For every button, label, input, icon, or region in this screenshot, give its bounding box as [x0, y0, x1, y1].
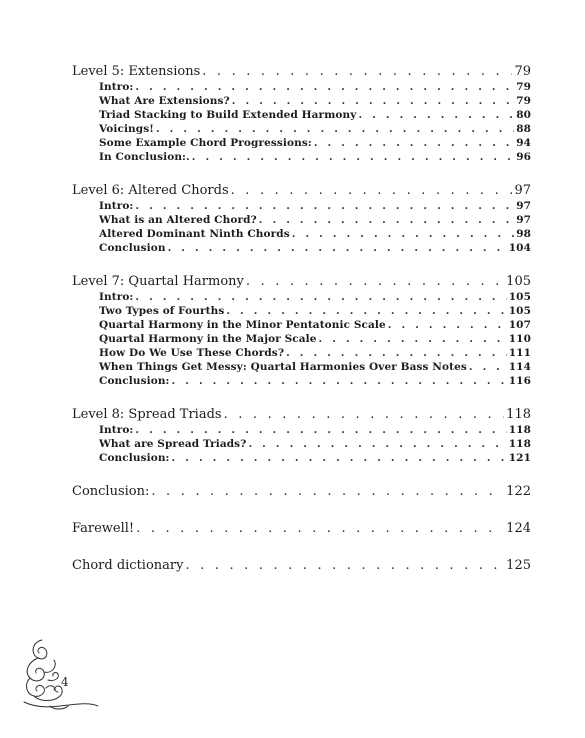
toc-entry-title: Conclusion:	[99, 375, 170, 387]
toc-entry-title: Farewell!	[72, 521, 135, 536]
dot-leader	[469, 360, 507, 374]
toc-entry-title: Level 5: Extensions	[72, 64, 201, 79]
toc-entry-page: 79	[514, 64, 531, 79]
toc-entry-page: 97	[514, 183, 531, 198]
toc-entry-page: 118	[508, 424, 531, 436]
toc-entry-title: When Things Get Messy: Quartal Harmonies Over Bass Notes	[99, 361, 467, 373]
dot-leader	[135, 80, 514, 94]
dot-leader	[151, 483, 504, 500]
toc-level-entry[interactable]	[72, 520, 531, 537]
toc-entry-page: 111	[508, 347, 531, 359]
toc-entry-title: What is an Altered Chord?	[99, 214, 257, 226]
toc-entry-title: Some Example Chord Progressions:	[99, 137, 312, 149]
dot-leader	[192, 150, 514, 164]
toc-entry-title: Conclusion	[99, 242, 166, 254]
dot-leader	[172, 451, 507, 465]
toc-sub-entry[interactable]	[72, 304, 531, 318]
toc-sub-entry[interactable]	[72, 423, 531, 437]
toc-entry-title: Conclusion:	[72, 484, 150, 499]
toc-entry-title: Quartal Harmony in the Major Scale	[99, 333, 317, 345]
toc-entry-page: 98	[516, 228, 531, 240]
dot-leader	[156, 122, 514, 136]
toc-section	[72, 557, 531, 574]
toc-entry-title: Voicings!	[99, 123, 154, 135]
toc-entry-page: 105	[508, 305, 531, 317]
table-of-contents	[72, 63, 531, 594]
toc-entry-page: 79	[516, 95, 531, 107]
toc-sub-entry[interactable]	[72, 136, 531, 150]
toc-entry-title: Level 6: Altered Chords	[72, 183, 229, 198]
toc-entry-title: What Are Extensions?	[99, 95, 230, 107]
toc-sub-entry[interactable]	[72, 318, 531, 332]
toc-sub-entry[interactable]	[72, 360, 531, 374]
toc-entry-page: 105	[506, 274, 531, 289]
dot-leader	[259, 213, 514, 227]
toc-section	[72, 273, 531, 388]
toc-entry-page: 116	[508, 375, 531, 387]
dot-leader	[168, 241, 507, 255]
toc-entry-title: Triad Stacking to Build Extended Harmony	[99, 109, 357, 121]
dot-leader	[172, 374, 507, 388]
toc-level-entry[interactable]	[72, 63, 531, 80]
dot-leader	[246, 273, 504, 290]
toc-entry-page: 97	[516, 200, 531, 212]
dot-leader	[135, 423, 506, 437]
toc-entry-page: 118	[508, 438, 531, 450]
toc-entry-title: Intro:	[99, 424, 134, 436]
toc-sub-entry[interactable]	[72, 437, 531, 451]
toc-entry-title: Quartal Harmony in the Minor Pentatonic Scale	[99, 319, 386, 331]
toc-sub-entry[interactable]	[72, 150, 531, 164]
toc-entry-page: 125	[506, 558, 531, 573]
dot-leader	[388, 318, 507, 332]
dot-leader	[135, 290, 506, 304]
toc-level-entry[interactable]	[72, 557, 531, 574]
toc-entry-title: Conclusion:	[99, 452, 170, 464]
toc-entry-page: 96	[516, 151, 531, 163]
dot-leader	[231, 182, 513, 199]
toc-entry-title: Chord dictionary	[72, 558, 184, 573]
page-number: 4	[61, 675, 69, 689]
toc-entry-page: 118	[506, 407, 531, 422]
toc-sub-entry[interactable]	[72, 346, 531, 360]
toc-entry-page: 80	[516, 109, 531, 121]
toc-level-entry[interactable]	[72, 406, 531, 423]
toc-entry-page: 107	[508, 319, 531, 331]
toc-entry-page: 104	[508, 242, 531, 254]
toc-entry-title: What are Spread Triads?	[99, 438, 247, 450]
toc-sub-entry[interactable]	[72, 80, 531, 94]
toc-entry-page: 105	[508, 291, 531, 303]
toc-section	[72, 63, 531, 164]
toc-entry-page: 122	[506, 484, 531, 499]
toc-section	[72, 406, 531, 465]
toc-sub-entry[interactable]	[72, 332, 531, 346]
toc-entry-page: 88	[516, 123, 531, 135]
dot-leader	[319, 332, 507, 346]
dot-leader	[202, 63, 512, 80]
toc-level-entry[interactable]	[72, 483, 531, 500]
toc-entry-page: 124	[506, 521, 531, 536]
toc-sub-entry[interactable]	[72, 451, 531, 465]
flourish-ornament-icon	[20, 636, 100, 712]
toc-entry-title: Altered Dominant Ninth Chords	[99, 228, 290, 240]
dot-leader	[248, 437, 506, 451]
toc-entry-page: 121	[508, 452, 531, 464]
toc-entry-page: 114	[508, 361, 531, 373]
toc-entry-title: Intro:	[99, 291, 134, 303]
toc-sub-entry[interactable]	[72, 213, 531, 227]
toc-level-entry[interactable]	[72, 273, 531, 290]
toc-sub-entry[interactable]	[72, 290, 531, 304]
dot-leader	[136, 520, 504, 537]
toc-sub-entry[interactable]	[72, 94, 531, 108]
toc-entry-title: Intro:	[99, 200, 134, 212]
toc-entry-title: Two Types of Fourths	[99, 305, 225, 317]
toc-entry-title: Level 7: Quartal Harmony	[72, 274, 244, 289]
toc-entry-title: Level 8: Spread Triads	[72, 407, 222, 422]
dot-leader	[135, 199, 514, 213]
toc-sub-entry[interactable]	[72, 374, 531, 388]
dot-leader	[226, 304, 506, 318]
toc-sub-entry[interactable]	[72, 241, 531, 255]
toc-sub-entry[interactable]	[72, 227, 531, 241]
toc-section	[72, 182, 531, 255]
toc-entry-page: 97	[516, 214, 531, 226]
toc-entry-page: 110	[508, 333, 531, 345]
dot-leader	[224, 406, 505, 423]
toc-sub-entry[interactable]	[72, 199, 531, 213]
toc-entry-title: How Do We Use These Chords?	[99, 347, 285, 359]
dot-leader	[358, 108, 514, 122]
toc-entry-title: In Conclusion:.	[99, 151, 190, 163]
dot-leader	[286, 346, 507, 360]
dot-leader	[292, 227, 514, 241]
dot-leader	[232, 94, 514, 108]
dot-leader	[185, 557, 504, 574]
dot-leader	[314, 136, 514, 150]
toc-sub-entry[interactable]	[72, 122, 531, 136]
toc-section	[72, 483, 531, 500]
toc-entry-title: Intro:	[99, 81, 134, 93]
toc-level-entry[interactable]	[72, 182, 531, 199]
toc-sub-entry[interactable]	[72, 108, 531, 122]
toc-entry-page: 79	[516, 81, 531, 93]
toc-section	[72, 520, 531, 537]
toc-entry-page: 94	[516, 137, 531, 149]
